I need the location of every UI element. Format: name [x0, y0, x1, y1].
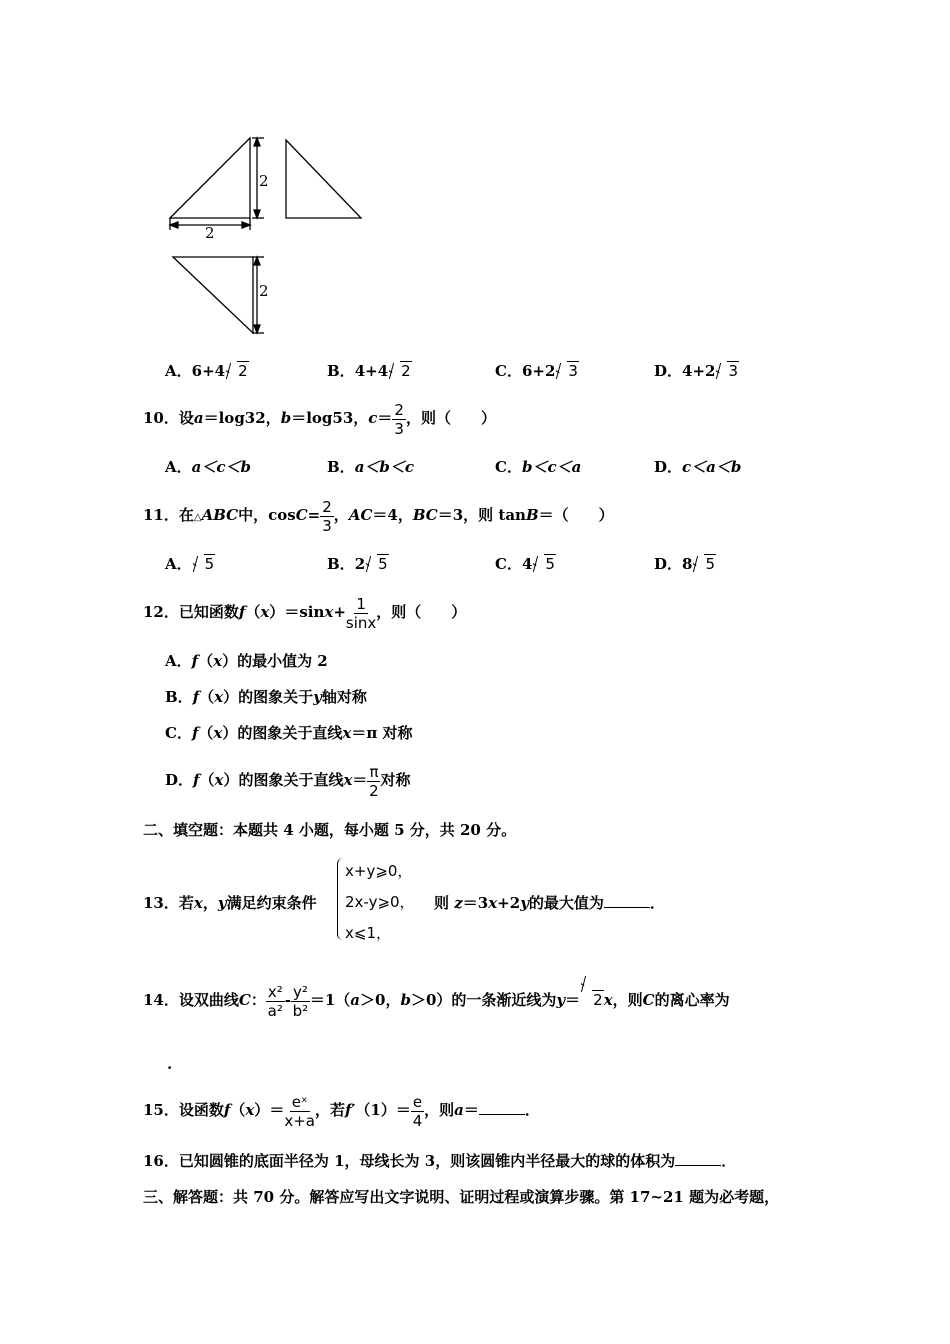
three-view-figure [160, 130, 380, 345]
section-3-heading: 三、解答题：共 70 分。解答应写出文字说明、证明过程或演算步骤。第 17~21 题为必考题， [143, 1188, 780, 1206]
section-2-heading: 二、填空题：本题共 4 小题，每小题 5 分，共 20 分。 [143, 821, 517, 839]
q10-option-c: C．b＜c＜a [495, 458, 582, 476]
q11-option-a: A． 5 [165, 555, 215, 573]
q15-stem: 15．设函数f（x）＝ $\frac{\text{eˣ}}{x+a}$ ，若f′（1）＝ $\frac{e}{4}$ ，则a＝ ． [143, 1092, 540, 1130]
constraint-brace [337, 858, 344, 940]
constraint-3: x⩽1， [345, 924, 391, 942]
q12-stem: 12．已知函数f（x）＝sinx+ $\frac{1}{\sin x}$ ，则（ ） [143, 594, 467, 632]
constraint-2: 2x-y⩾0， [345, 893, 415, 911]
q16-stem: 16．已知圆锥的底面半径为 1，母线长为 3，则该圆锥内半径最大的球的体积为 ． [143, 1152, 737, 1170]
q10-option-b: B．a＜b＜c [327, 458, 415, 476]
q13-stem-left: 13．若x，y满足约束条件 [143, 894, 317, 912]
q9-option-b: B．4+4 2 [327, 362, 411, 380]
q10-option-d: D．c＜a＜b [654, 458, 742, 476]
q9-option-c: C．6+2 3 [495, 362, 578, 380]
front-view-triangle [170, 138, 250, 218]
q12-option-c: C．f（x）的图象关于直线x＝π 对称 [165, 724, 413, 742]
q12-option-a: A．f（x）的最小值为 2 [165, 652, 328, 670]
q12-option-b: B．f（x）的图象关于y轴对称 [165, 688, 367, 706]
q14-stem: 14．设双曲线C： $\frac{\text{x²}}{\text{a²}}$ - $\frac{\text{y²}}{\text{b²}}$ ＝1（a＞0，b＞0）的一条渐近线为y＝ 2x，则C的离心率为 [143, 975, 730, 1025]
q14-end: . [167, 1055, 173, 1073]
q11-stem: 11．在△ABC中，cosC= $\frac{2}{3}$ ，AC＝4，BC＝3，则 tanB＝（ ） [143, 497, 614, 535]
dim-label-h: 2 [205, 224, 215, 242]
q11-option-b: B．2 5 [327, 555, 388, 573]
q9-option-a: A．6+4 2 [165, 362, 248, 380]
q11-option-d: D．8 5 [654, 555, 715, 573]
q10-option-a: A．a＜c＜b [165, 458, 251, 476]
constraint-1: x+y⩾0， [345, 862, 413, 880]
q11-option-c: C．4 5 [495, 555, 555, 573]
q13-stem-right: 则 z＝3x+2y的最大值为 ． [434, 894, 665, 912]
q9-option-d: D．4+2 3 [654, 362, 739, 380]
dim-label-v2: 2 [259, 282, 269, 300]
q10-stem: 10．设a＝log32，b＝log53，c＝ $\frac{2}{3}$ ，则（ ） [143, 400, 496, 438]
dim-label-v1: 2 [259, 172, 269, 190]
top-view-triangle [173, 257, 253, 333]
q12-option-d: D．f（x）的图象关于直线x＝ $\frac{\pi}{2}$ 对称 [165, 762, 411, 800]
side-view-triangle [286, 140, 361, 218]
